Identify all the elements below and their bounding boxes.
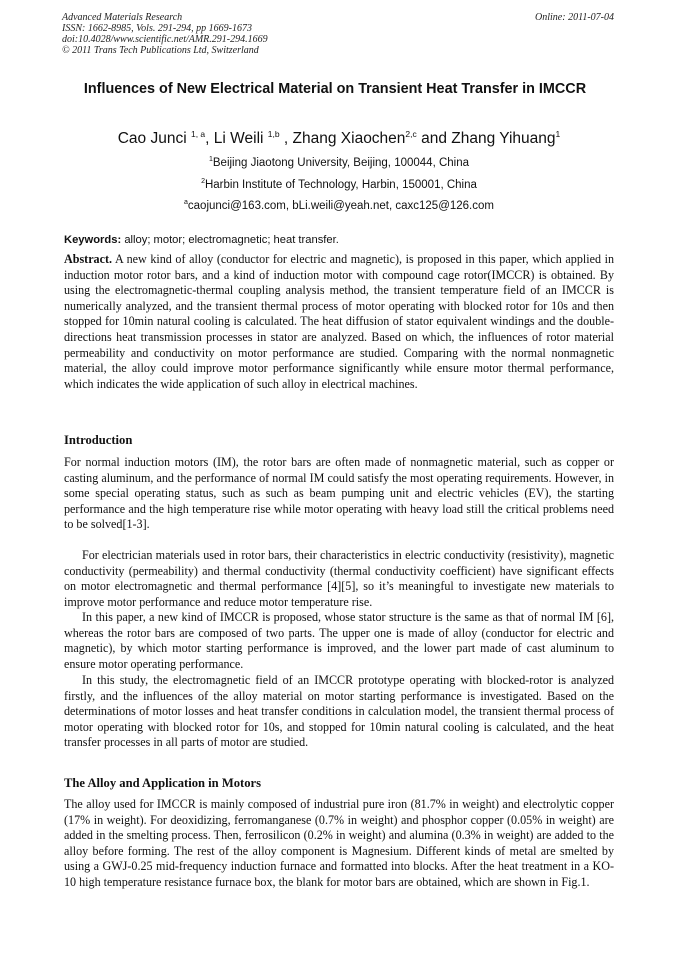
abstract — [64, 252, 614, 392]
section-heading: The Alloy and Application in Motors — [64, 776, 261, 790]
affiliation-text: Beijing Jiaotong University, Beijing, 100044, China — [212, 156, 470, 169]
author-sup: 2,c — [405, 129, 417, 139]
paragraph: In this paper, a new kind of IMCCR is proposed, whose stator structure is the same as that of normal IM [6], whereas the rotor bars are composed of two parts. The upper one is made of alloy (conductor for electric and magnetic), by which motor starting performance is improved, and the lower part made of cast aluminum to ensure motor operating performance. — [64, 610, 614, 671]
author-name: Zhang Xiaochen — [292, 130, 406, 148]
paragraph: For normal induction motors (IM), the rotor bars are often made of nonmagnetic material, such as copper or casting aluminum, and the performance of normal IM could satisfy the most operating requirements. However, in some special operating status, such as such as beam pumping unit and electric vehicles (EV), the starting performance and the high temperature rise while motor operating with heavy load still the critical problems need to be solved[1-3]. — [64, 455, 614, 532]
author-sep: , — [205, 130, 210, 148]
author-name: Li Weili — [213, 130, 264, 148]
keywords-label: Keywords: — [64, 234, 122, 246]
affiliation-text: Harbin Institute of Technology, Harbin, 150001, China — [204, 178, 477, 191]
paragraph: The alloy used for IMCCR is mainly composed of industrial pure iron (81.7% in weight) and electrolytic copper (17% in weight). For deoxidizing, ferromanganese (0.7% in weight) and phosphor copper (0.05% in weight) are added in the smelting process. Then, ferrosilicon (0.2% in weight) and alumina (0.3% in weight) are added to the alloy before forming. The rest of the alloy component is Magnesium. Different kinds of metal are smelted by using a GWJ-0.25 mid-frequency induction furnace and formatted into blocks. After the heat treatment in a KO-10 high temperature resistance furnace box, the blank for motor bars are obtained, which are shown in Fig.1. — [64, 797, 614, 889]
affiliation-sup: a — [184, 199, 188, 206]
doi-link[interactable]: doi:10.4028/www.scientific.net/AMR.291-294.1669 — [62, 34, 268, 45]
affiliation-sup: 1 — [208, 156, 213, 163]
affiliation-sup: 2 — [201, 178, 205, 185]
abstract-label: Abstract. — [64, 252, 113, 266]
section-heading: Introduction — [64, 433, 133, 447]
author-sup: 1,b — [267, 129, 280, 139]
copyright-line: © 2011 Trans Tech Publications Ltd, Switzerland — [62, 45, 259, 56]
affiliation-1 — [0, 156, 678, 169]
author-sup: 1 — [555, 129, 561, 139]
affiliation-2 — [0, 178, 678, 191]
issn-line: ISSN: 1662-8985, Vols. 291-294, pp 1669-1673 — [62, 23, 252, 34]
online-date: Online: 2011-07-04 — [535, 12, 614, 23]
author-emails — [0, 199, 678, 212]
author-line — [0, 129, 678, 148]
journal-name: Advanced Materials Research — [62, 12, 183, 23]
paragraph: In this study, the electromagnetic field of an IMCCR prototype operating with blocked-rotor is analyzed firstly, and the influences of the alloy material on motor starting performance is investigated. Based on the determinations of motor losses and heat transfer conditions in calculation model, the transient thermal process of motor operating with blocked rotor for 10s, and stopped for 10min natural cooling is calculated, and the heat transfer processes in all parts of motor are studied. — [64, 673, 614, 750]
author-sup: 1, a — [190, 129, 206, 139]
author-sep: , — [279, 130, 289, 148]
author-sep: and — [416, 130, 447, 148]
abstract-text: A new kind of alloy (conductor for electric and magnetic), is proposed in this paper, which applied in induction motor rotor bars, and a kind of induction motor with compound cage rotor(IMCCR) is obtained. By using the electromagnetic-thermal coupling analysis method, the transient temperature field of an IMCCR is numerically analyzed, and the transient thermal process of motor operating with blocked rotor for 10s and then stopped for 10min natural cooling is calculated. The heat diffusion of stator equivalent windings and the double-directions heat transmission processes in stator are analyzed. Based on which, the influences of rotor material permeability and conductivity on motor performance are studied. Comparing with the normal nonmagnetic material, the alloy could improve motor performance significantly while ensure motor thermal performance, which indicates the wide application of such alloy in electrical machines. — [64, 252, 614, 391]
keywords — [64, 234, 339, 246]
paragraph: For electrician materials used in rotor bars, their characteristics in electric conductivity (resistivity), magnetic conductivity (permeability) and thermal conductivity (thermal conductivity coefficient) have significant effects on motor electromagnetic and thermal performance [4][5], so it’s meaningful to investigate new materials to improve motor performance and reduce motor temperature rise. — [64, 548, 614, 609]
paper-title: Influences of New Electrical Material on Transient Heat Transfer in IMCCR — [83, 81, 587, 97]
author-name: Zhang Yihuang — [451, 130, 556, 148]
email-list[interactable]: caojunci@163.com, bLi.weili@yeah.net, caxc125@126.com — [187, 199, 494, 212]
keywords-text: alloy; motor; electromagnetic; heat transfer. — [124, 234, 339, 246]
journal-header — [62, 12, 268, 56]
author-name: Cao Junci — [117, 130, 187, 148]
